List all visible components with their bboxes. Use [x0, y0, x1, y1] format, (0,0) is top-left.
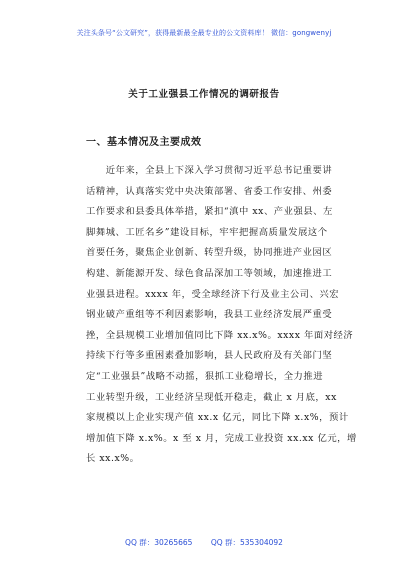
body-line: 持续下行等多重困素叠加影响，县人民政府及有关部门坚: [86, 350, 333, 362]
body-line: 构建、新能源开发、绿色食品深加工等领域，加速推进工: [86, 267, 333, 279]
body-line: 挫，全县规模工业增加值同比下降 xx.x%。xxxx 年面对经济: [86, 329, 354, 341]
body-line: 近年来，全县上下深入学习贯彻习近平总书记重要讲: [86, 165, 333, 176]
footer-qq-group-1: QQ 群：30265665: [125, 538, 193, 547]
body-line: 业强县进程。xxxx 年，受全球经济下行及业主公司、兴宏: [86, 288, 340, 300]
page-title: 关于工业强县工作情况的调研报告: [128, 89, 280, 100]
body-line: 话精神，认真落实党中央决策部署、省委工作安排、州委: [86, 185, 333, 197]
footer-qq-group-2: QQ 群：535304092: [210, 538, 283, 547]
body-line: 增加值下降 x.x%。x 至 x 月，完成工业投资 xx.xx 亿元，增: [86, 432, 357, 444]
body-line: 家规模以上企业实现产值 xx.x 亿元，同比下降 x.x%，预计: [86, 412, 349, 424]
section-heading: 一、基本情况及主要成效: [86, 137, 202, 148]
body-line: 钢业破产重组等不利因素影响，我县工业经济发展严重受: [86, 309, 333, 321]
header-note: 关注头条号“公文研究”，获得最新最全最专业的公文资料库！ 微信：gongwenyj: [76, 29, 332, 37]
body-line: 首要任务，聚焦企业创新、转型升级，协同推进产业园区: [86, 247, 333, 259]
body-line: 脚舞城、工匠名乡”建设目标，牢牢把握高质量发展这个: [86, 226, 328, 238]
body-line: 工业转型升级，工业经济呈现低开稳走，截止 x 月底，xx: [86, 391, 337, 403]
body-line: 长 xx.x%。: [86, 453, 140, 465]
body-line: 工作要求和县委具体举措，紧扣“滇中 xx、产业强县、左: [86, 206, 333, 218]
body-paragraph: [86, 161, 357, 470]
body-line: 定“工业强县”战略不动摇，狠抓工业稳增长，全力推进: [86, 370, 324, 382]
footer: [0, 537, 408, 548]
